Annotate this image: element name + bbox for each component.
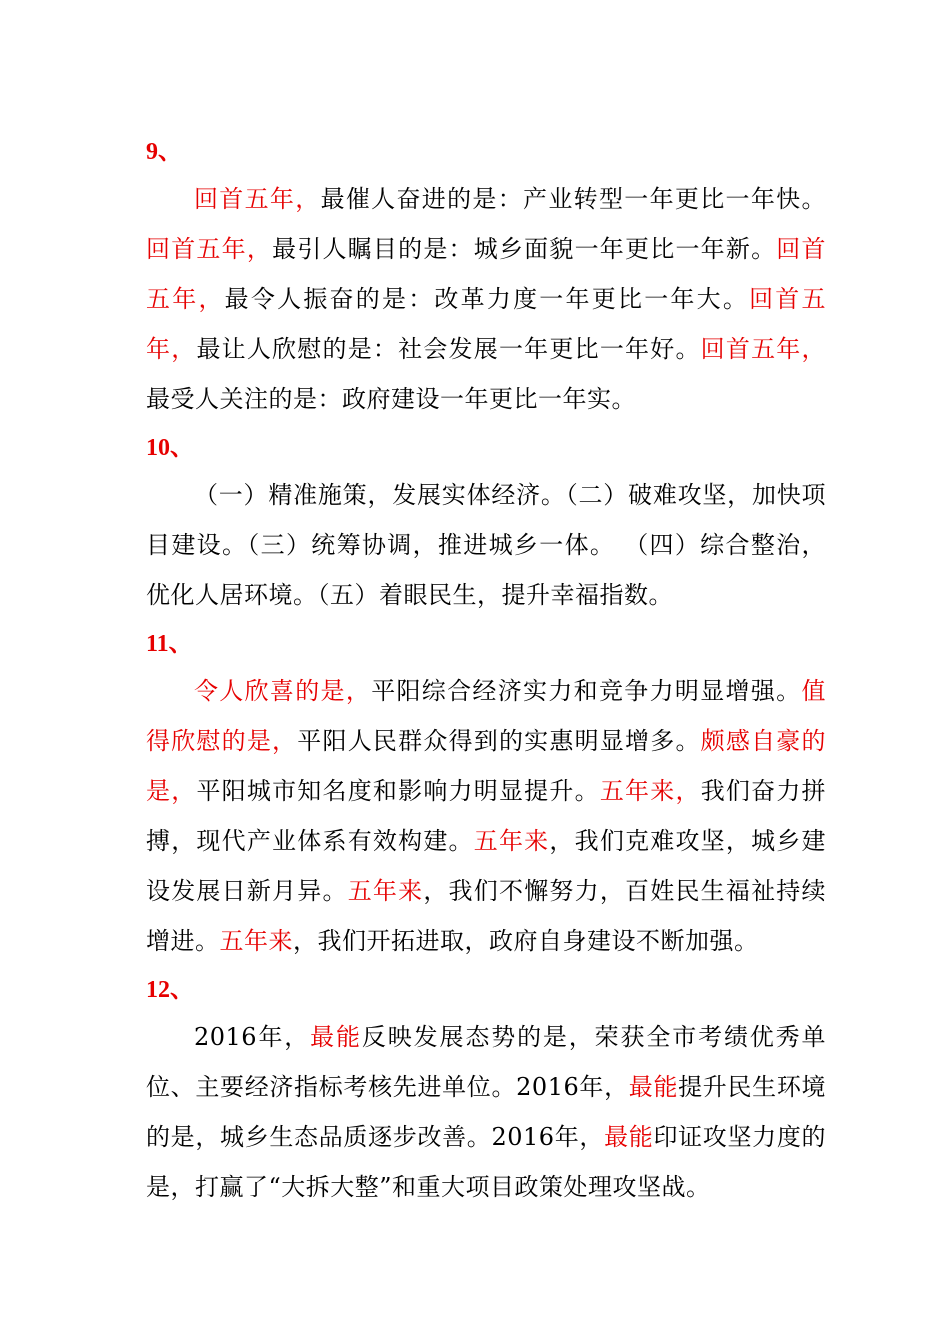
emphasis-text: 五年来 [347, 877, 424, 905]
emphasis-text: 值得欣慰的是， [146, 677, 826, 755]
emphasis-text: 五年来 [473, 827, 550, 855]
body-text: 印证攻坚力度的是，打赢了“大拆大整”和重大项目政策处理攻坚战。 [146, 1123, 827, 1201]
section-number-10: 10、 [146, 435, 194, 461]
body-text: ，我们克难攻坚，城乡建设发展日新月异。 [146, 827, 827, 905]
body-text: 反映发展态势的是，荣获全市考绩优秀单位、主要经济指标考核先进单位。2016年， [146, 1023, 827, 1101]
section-paragraph-11 [146, 666, 826, 966]
emphasis-text: 五年来 [219, 927, 293, 955]
body-text: ，我们不懈努力，百姓民生福祉持续增进。 [146, 877, 827, 955]
body-text: 最受人关注的是：政府建设一年更比一年实。 [146, 385, 636, 413]
body-text: （一）精准施策，发展实体经济。（二）破难攻坚，加快项目建设。（三）统筹协调，推进城乡一体。 （四）综合整治，优化人居环境。（五）着眼民生，提升幸福指数。 [146, 481, 826, 609]
emphasis-text: 最能 [310, 1023, 362, 1051]
emphasis-text: 回首五年， [146, 285, 827, 363]
body-text: 最催人奋进的是：产业转型一年更比一年快。 [320, 185, 826, 213]
emphasis-text: 回首五年， [194, 185, 321, 213]
emphasis-text: 令人欣喜的是， [194, 677, 372, 705]
body-text: 2016年， [194, 1023, 311, 1051]
emphasis-text: 最能 [604, 1123, 654, 1151]
emphasis-text: 回首五年， [146, 235, 273, 263]
body-text: 我们奋力拼搏，现代产业体系有效构建。 [146, 777, 827, 855]
body-text: 最令人振奋的是：改革力度一年更比一年大。 [224, 285, 750, 313]
section-number-12: 12、 [146, 977, 194, 1003]
section-number-9: 9、 [146, 139, 182, 165]
body-text: 平阳综合经济实力和竞争力明显增强。 [371, 677, 802, 705]
emphasis-text: 五年来， [599, 777, 701, 805]
body-text: 平阳城市知名度和影响力明显提升。 [196, 777, 600, 805]
section-number-11: 11、 [146, 631, 193, 657]
body-text: 最让人欣慰的是：社会发展一年更比一年好。 [196, 335, 701, 363]
body-text: ，我们开拓进取，政府自身建设不断加强。 [293, 927, 759, 955]
body-text: 最引人瞩目的是：城乡面貌一年更比一年新。 [272, 235, 777, 263]
section-paragraph-9 [146, 174, 826, 424]
emphasis-text: 回首五年， [146, 235, 827, 313]
emphasis-text: 最能 [628, 1073, 679, 1101]
emphasis-text: 回首五年， [700, 335, 827, 363]
body-text: 提升民生环境的是，城乡生态品质逐步改善。2016年， [146, 1073, 827, 1151]
section-paragraph-10 [146, 470, 826, 620]
body-text: 平阳人民群众得到的实惠明显增多。 [297, 727, 701, 755]
section-paragraph-12 [146, 1012, 826, 1212]
emphasis-text: 颇感自豪的是， [146, 727, 827, 805]
document-body [146, 126, 826, 1214]
